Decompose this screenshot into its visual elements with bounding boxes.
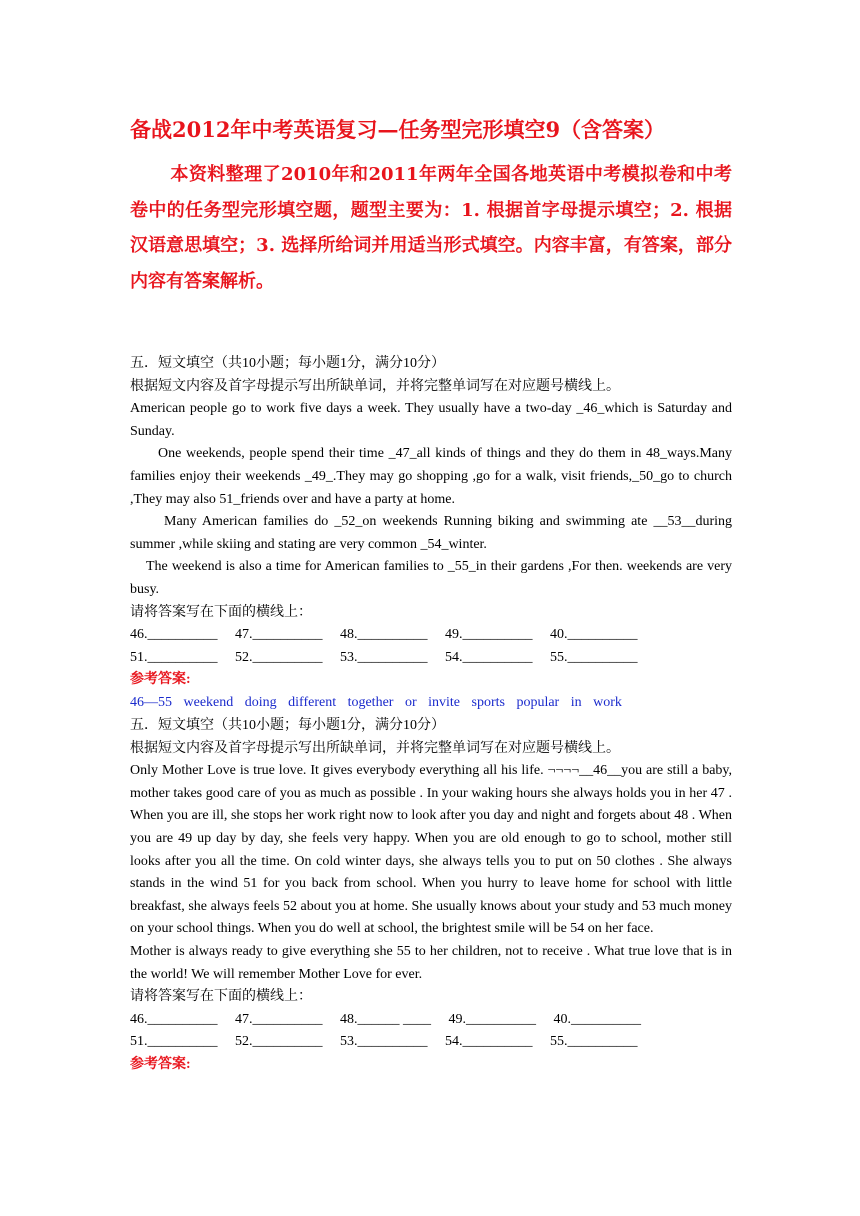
intro-text: 本资料整理了2010年和2011年两年全国各地英语中考模拟卷和中考卷中的任务型完形填空题，题型主要为：1. 根据首字母提示填空；2. 根据汉语意思填空；3. 选择所给词并用适当形式填空。内容丰富，有答案，部分内容有答案解析。 (130, 164, 732, 292)
passage-paragraph: Mother is always ready to give everything she 55 to her children, not to receive . What true love that is in the world! We will remember Mother Love for ever. (130, 943, 732, 982)
intro-paragraph (130, 157, 732, 299)
answer-key: 46—55 weekend doing different together or invite sports popular in work (130, 694, 622, 710)
section-2 (130, 715, 732, 1077)
section-instruction: 根据短文内容及首字母提示写出所缺单词，并将完整单词写在对应题号横线上。 (130, 740, 620, 756)
section-heading: 五．短文填空（共10小题；每小题1分，满分10分） (130, 356, 445, 371)
answer-blanks-row: 51.__________ 52.__________ 53.__________ 54.__________ 55.__________ (130, 649, 638, 665)
answer-blanks-row: 46.__________ 47.__________ 48.______ ____ 49.__________ 40.__________ (130, 1011, 641, 1027)
passage-paragraph: One weekends, people spend their time _47_all kinds of things and they do them in 48_ways.Many families enjoy their weekends _49_.They may go shopping ,go for a walk, visit friends,_50_go to church ,They may also 51_friends over and have a party at home. (130, 446, 732, 507)
answer-blanks-row: 46.__________ 47.__________ 48.__________ 49.__________ 40.__________ (130, 627, 638, 643)
passage-paragraph: Only Mother Love is true love. It gives everybody everything all his life. ¬¬¬¬__46__you are still a baby, mother takes good care of you as much as possible . In your waking hours she always holds you in her 47 . When you are ill, she stops her work right now to look after you day and night and forgets about 48 . When you are 49 up day by day, she feels very happy. When you are old enough to go to school, mother still looks after you all the time. On cold winter days, she always tells you to put on 50 clothes . She always stands in the wind 51 for you back from school. When you hurry to leave home for school with little breakfast, she always feels 52 about you at home. She usually knows about your study and 53 much money on your school things. When you do well at school, the brightest smile will be 54 on her face. (130, 763, 732, 937)
answer-blanks-row: 51.__________ 52.__________ 53.__________ 54.__________ 55.__________ (130, 1034, 638, 1050)
answer-prompt: 请将答案写在下面的横线上： (130, 989, 312, 1005)
section-heading: 五．短文填空（共10小题；每小题1分，满分10分） (130, 718, 445, 733)
section-1 (130, 353, 732, 715)
passage-paragraph: American people go to work five days a week. They usually have a two-day _46_which is Saturday and Sunday. (130, 401, 732, 439)
passage-paragraph: Many American families do _52_on weekends Running biking and swimming ate __53__during summer ,while skiing and stating are very common _54_winter. (130, 514, 732, 552)
passage-paragraph: The weekend is also a time for American families to _55_in their gardens ,For then. weekends are very busy. (130, 559, 732, 597)
answer-prompt: 请将答案写在下面的横线上： (130, 604, 312, 620)
section-instruction: 根据短文内容及首字母提示写出所缺单词，并将完整单词写在对应题号横线上。 (130, 378, 620, 394)
answer-label: 参考答案: (130, 672, 191, 688)
answer-label: 参考答案: (130, 1056, 191, 1072)
document-title: 备战2012年中考英语复习—任务型完形填空9（含答案） (130, 117, 666, 142)
